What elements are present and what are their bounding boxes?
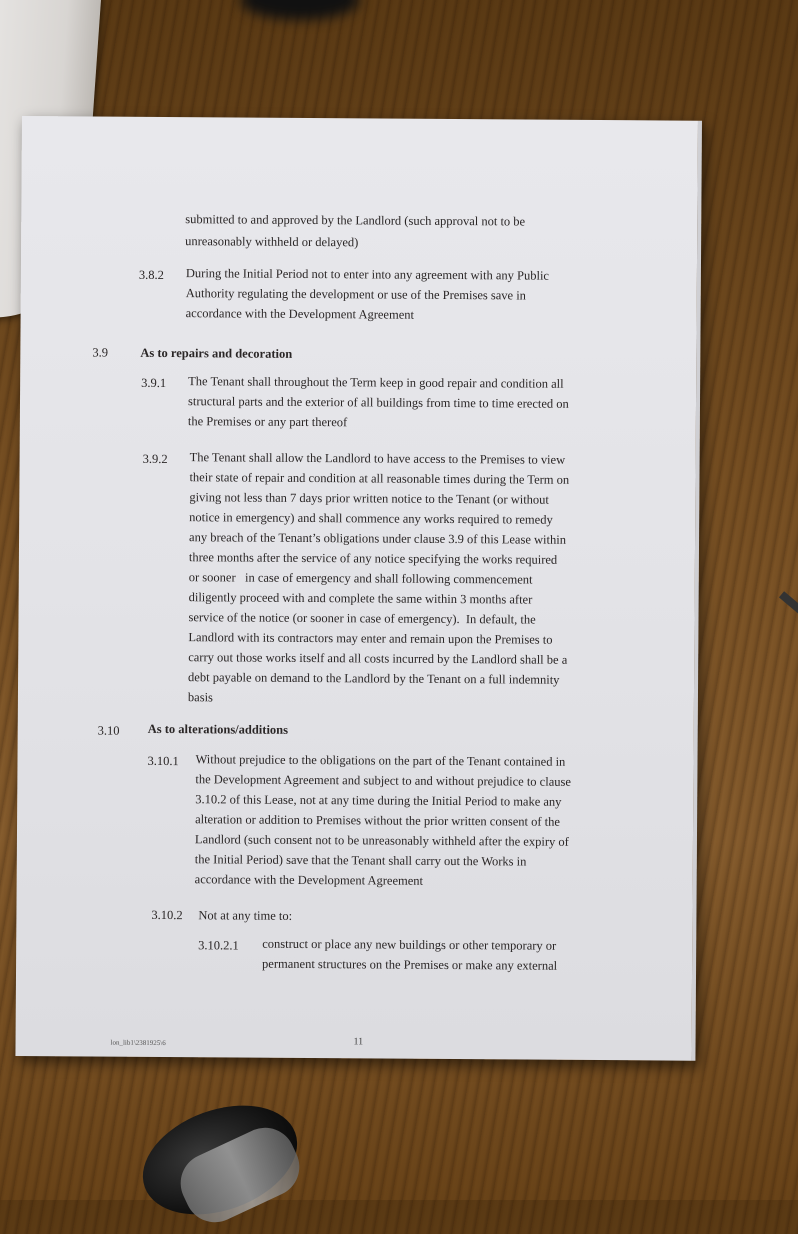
continuation-line-1: submitted to and approved by the Landlord (such approval not to be — [185, 212, 526, 229]
clause-heading-3-10: As to alterations/additions — [147, 721, 289, 737]
clause-3-10-2-text: Not at any time to: — [198, 908, 293, 923]
clause-line: their state of repair and condition at all reasonable times during the Term on — [189, 470, 570, 487]
clause-line: 3.10.2 of this Lease, not at any time during the Initial Period to make any — [195, 792, 562, 809]
clause-line: construct or place any new buildings or other temporary or — [262, 936, 557, 953]
clause-number-3-10-1: 3.10.1 — [147, 753, 179, 769]
clause-number-3-10: 3.10 — [97, 723, 120, 738]
document-reference: lon_lib1\2381925\6 — [110, 1038, 166, 1048]
background-object — [240, 0, 360, 20]
pencil-object — [779, 591, 798, 616]
clause-line: the Development Agreement and subject to and without prejudice to clause — [195, 772, 572, 789]
clause-3-9-1-text — [188, 371, 569, 434]
clause-line: three months after the service of any notice specifying the works required — [188, 550, 558, 567]
continuation-line-2: unreasonably withheld or delayed) — [185, 234, 359, 250]
clause-line: giving not less than 7 days prior written notice to the Tenant (or without — [189, 490, 549, 507]
clause-3-8-2-text — [186, 263, 550, 326]
clause-line: service of the notice (or sooner in case of emergency). In default, the — [188, 610, 536, 627]
clause-line: The Tenant shall throughout the Term keep in good repair and condition all — [188, 374, 564, 391]
clause-number-3-10-2: 3.10.2 — [151, 907, 183, 923]
clause-heading-3-9: As to repairs and decoration — [140, 345, 293, 361]
clause-line: debt payable on demand to the Landlord by the Tenant on a full indemnity — [188, 670, 560, 687]
clause-line: accordance with the Development Agreement — [194, 872, 424, 888]
clause-number-3-9-2: 3.9.2 — [142, 451, 168, 467]
clause-line: diligently proceed with and complete the same within 3 months after — [188, 590, 533, 607]
clause-3-10-1-text — [195, 749, 572, 892]
clause-line: any breach of the Tenant’s obligations under clause 3.9 of this Lease within — [189, 530, 567, 547]
document-page — [15, 116, 702, 1061]
clause-number-3-9: 3.9 — [92, 345, 109, 360]
clause-line: notice in emergency) and shall commence any works required to remedy — [189, 510, 553, 527]
clause-3-9-2-text — [188, 447, 569, 710]
clause-line: Without prejudice to the obligations on the part of the Tenant contained in — [195, 752, 566, 769]
clause-line: structural parts and the exterior of all buildings from time to time erected on — [187, 394, 569, 411]
clause-line: or sooner in case of emergency and shall following commencement — [188, 570, 533, 587]
clause-line: the Premises or any part thereof — [187, 414, 348, 430]
clause-line: accordance with the Development Agreement — [185, 306, 415, 322]
clause-line: alteration or addition to Premises without the prior written consent of the — [195, 812, 560, 829]
clause-number-3-8-2: 3.8.2 — [138, 267, 164, 282]
clause-3-10-2-1-text — [262, 934, 557, 976]
clause-line: The Tenant shall allow the Landlord to have access to the Premises to view — [189, 450, 566, 467]
clause-line: During the Initial Period not to enter into any agreement with any Public — [185, 266, 550, 283]
clause-line: permanent structures on the Premises or make any external — [262, 956, 558, 973]
clause-line: Authority regulating the development or use of the Premises save in — [185, 286, 527, 303]
clause-number-3-9-1: 3.9.1 — [141, 375, 167, 391]
clause-line: Landlord (such consent not to be unreasonably withheld after the expiry of — [194, 832, 569, 849]
clause-line: carry out those works itself and all costs incurred by the Landlord shall be a — [188, 650, 568, 667]
clause-line: Landlord with its contractors may enter and remain upon the Premises to — [188, 630, 553, 647]
page-number: 11 — [353, 1036, 364, 1048]
clause-line: basis — [187, 690, 213, 705]
clause-line: the Initial Period) save that the Tenant shall carry out the Works in — [194, 852, 527, 869]
clause-number-3-10-2-1: 3.10.2.1 — [198, 938, 239, 953]
